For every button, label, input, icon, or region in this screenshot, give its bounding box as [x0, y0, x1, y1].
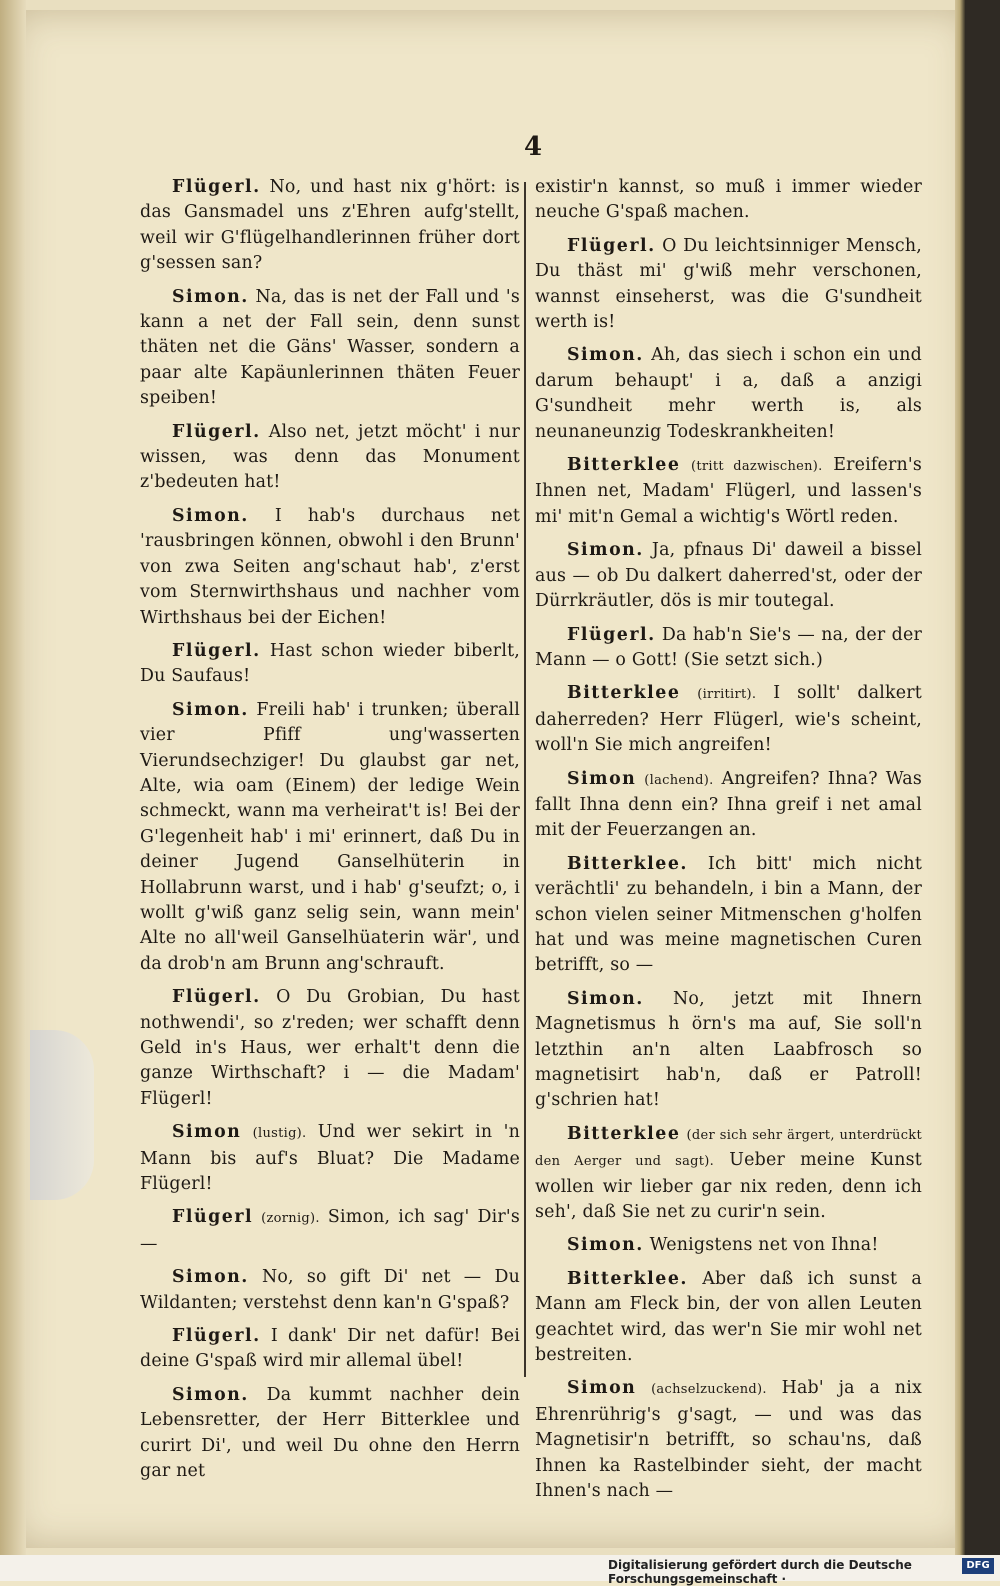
dialogue-text: No, so gift Di' net — Du Wildanten; verstehst denn kan'n G'spaß?	[140, 1267, 520, 1313]
stage-direction: (tritt dazwischen).	[690, 459, 823, 475]
dialogue-paragraph	[140, 1383, 520, 1485]
stage-direction: (zornig).	[261, 1211, 320, 1227]
speaker-name: Bitterklee.	[567, 1268, 688, 1289]
speaker-name: Simon	[172, 1122, 242, 1143]
dialogue-text: I dank' Dir net dafür! Bei deine G'spaß wird mir allemal übel!	[140, 1326, 520, 1372]
speaker-name: Bitterklee	[567, 1123, 681, 1144]
dialogue-text: Freili hab' i trunken; überall vier Pfiff ung'wasserten Vierundsechziger! Du glaubst gar net, Alte, wia oam (Einem) der ledige Wein schmeckt, wann ma verheirat't is! Bei der G'legenheit hab' i mi' erinnert, daß Du in deiner Jugend Ganselhüterin in Hollabrunn warst, und i hab' g'seufzt; o, i wollt g'wiß ganz selig sein, wann mein' Alte no all'weil Ganselhüaterin wär', und da drob'n am Brunn ang'schrauft.	[140, 699, 520, 974]
speaker-name: Simon	[567, 1378, 637, 1399]
dialogue-paragraph	[535, 1267, 922, 1369]
dialogue-text: Ah, das siech i schon ein und darum behaupt' i a, daß a anzigi G'sundheit mehr werth is, als neunaneunzig Todeskrankheiten!	[535, 345, 922, 442]
dialogue-paragraph	[535, 852, 922, 979]
dialogue-text: Also net, jetzt möcht' i nur wissen, was denn das Monument z'bedeuten hat!	[140, 421, 520, 493]
binding-dark-area	[965, 0, 1000, 1555]
dialogue-paragraph	[535, 1122, 922, 1226]
dialogue-paragraph	[535, 234, 922, 336]
dialogue-text: No, und hast nix g'hört: is das Gansmadel uns z'Ehren aufg'stellt, weil wir G'flügelhandlerinnen früher dort g'sessen san?	[140, 177, 520, 274]
dialogue-paragraph	[140, 1120, 520, 1197]
dialogue-text: Da kummt nachher dein Lebensretter, der Herr Bitterklee und curirt Di', und weil Du ohne den Herrn gar net	[140, 1384, 520, 1482]
speaker-name: Simon.	[172, 1384, 249, 1405]
stage-direction: (lachend).	[644, 772, 714, 788]
dialogue-paragraph	[140, 698, 520, 977]
speaker-name: Flügerl.	[172, 987, 261, 1008]
dialogue-paragraph	[535, 623, 922, 674]
speaker-name: Bitterklee	[567, 683, 681, 704]
speaker-name: Simon.	[172, 1267, 249, 1288]
speaker-name: Simon.	[172, 286, 249, 307]
funding-credit: Digitalisierung gefördert durch die Deutsche Forschungsgemeinschaft ·	[608, 1558, 912, 1586]
dialogue-text: Simon, ich sag' Dir's —	[140, 1207, 521, 1254]
stage-direction: (lustig).	[252, 1126, 307, 1142]
dialogue-text: I sollt' dalkert daherreden? Herr Flügerl, wie's scheint, woll'n Sie mich angreifen!	[535, 683, 922, 756]
speaker-name: Simon.	[567, 540, 644, 561]
speaker-name: Flügerl.	[567, 624, 656, 645]
dialogue-paragraph	[535, 1376, 922, 1504]
dialogue-text: O Du Grobian, Du hast nothwendi', so z'reden; wer schafft denn Geld in's Haus, wer erhalt't denn die ganze Wirthschaft? i — die Madam' Flügerl!	[140, 987, 520, 1109]
dialogue-text: Angreifen? Ihna? Was fallt Ihna denn ein? Ihna greif i net amal mit der Feuerzangen an.	[535, 768, 922, 841]
dialogue-paragraph	[140, 1324, 520, 1375]
dialogue-text: Na, das is net der Fall und 's kann a net der Fall sein, denn sunst thäten net die Gäns' Wasser, sondern a paar alte Kapäunlerinnen thäten Feuer speiben!	[140, 286, 520, 409]
speaker-name: Simon.	[172, 505, 249, 526]
dialogue-text: Und wer sekirt in 'n Mann bis auf's Bluat? Die Madame Flügerl!	[140, 1122, 520, 1195]
speaker-name: Flügerl.	[172, 640, 261, 661]
column-divider	[524, 182, 526, 1377]
dialogue-text: existir'n kannst, so muß i immer wieder neuche G'spaß machen.	[535, 177, 922, 223]
dialogue-text: Ja, pfnaus Di' daweil a bissel aus — ob Du dalkert daherred'st, oder der Dürrkräutler, dös is mir toutegal.	[535, 540, 923, 612]
speaker-name: Flügerl.	[172, 421, 261, 442]
right-text-column	[535, 175, 922, 1513]
speaker-name: Simon.	[172, 699, 249, 720]
dialogue-paragraph	[535, 453, 922, 530]
dialogue-text: I hab's durchaus net 'rausbringen können, obwohl i den Brunn' von zwa Seiten ang'schaut hab', z'erst vom Sternwirthshaus und nachher vom Wirthshaus bei der Eichen!	[140, 505, 521, 628]
dialogue-paragraph	[140, 420, 520, 496]
dialogue-paragraph	[535, 767, 922, 844]
page-gutter-shadow	[0, 0, 26, 1555]
dialogue-text: Aber daß ich sunst a Mann am Fleck bin, der von allen Leuten geachtet wird, das wer'n Sie mir wohl net bestreiten.	[535, 1268, 922, 1366]
dialogue-text: Ereifern's Ihnen net, Madam' Flügerl, und lassen's mi' mit'n Gemal a wichtig's Wörtl reden.	[535, 455, 922, 527]
dialogue-paragraph	[535, 175, 922, 226]
dialogue-text: Da hab'n Sie's — na, der der Mann — o Gott! (Sie setzt sich.)	[535, 624, 922, 670]
speaker-name: Flügerl.	[172, 1326, 261, 1347]
dialogue-paragraph	[140, 504, 520, 631]
page-edge	[955, 0, 965, 1555]
dialogue-paragraph	[140, 985, 520, 1112]
dialogue-text: No, jetzt mit Ihnern Magnetismus h örn's ma auf, Sie soll'n letzthin an'n alten Laabfrosch so magnetisirt hab'n, daß er Patroll! g'schrien hat!	[535, 988, 922, 1111]
dialogue-paragraph	[535, 538, 922, 614]
dialogue-paragraph	[140, 639, 520, 690]
left-text-column	[140, 175, 520, 1493]
stage-direction: (irritirt).	[697, 687, 757, 703]
dialogue-text: O Du leichtsinniger Mensch, Du thäst mi' g'wiß mehr verschonen, wannst einseherst, was die G'sundheit werth is!	[535, 235, 922, 333]
dialogue-text: Wenigstens net von Ihna!	[649, 1235, 879, 1256]
dialogue-paragraph	[140, 1265, 520, 1316]
page-number: 4	[523, 132, 543, 162]
dialogue-paragraph	[535, 681, 922, 758]
dialogue-text: Ich bitt' mich nicht verächtli' zu behandeln, i bin a Mann, der schon vielen seiner Mitmenschen g'holfen hat und was meine magnetischen Curen betrifft, so —	[535, 853, 923, 976]
dialogue-paragraph	[140, 285, 520, 412]
dialogue-paragraph	[140, 1205, 520, 1257]
dialogue-paragraph	[535, 343, 922, 445]
dialogue-paragraph	[140, 175, 520, 277]
dialogue-paragraph	[535, 987, 922, 1114]
speaker-name: Simon.	[567, 1235, 644, 1256]
speaker-name: Simon	[567, 768, 637, 789]
dialogue-text: Hab' ja a nix Ehrenrührig's g'sagt, — und was das Magnetisir'n betrifft, so schau'ns, daß Ihnen ka Rastelbinder sieht, der macht Ihnen's nach —	[535, 1378, 922, 1502]
stage-direction: (achselzuckend).	[651, 1382, 767, 1398]
speaker-name: Flügerl	[172, 1207, 254, 1228]
dialogue-paragraph	[535, 1233, 922, 1258]
dfg-logo: DFG	[962, 1558, 994, 1574]
speaker-name: Flügerl.	[567, 235, 656, 256]
speaker-name: Bitterklee	[567, 455, 681, 476]
scanner-clamp-shadow	[30, 1030, 94, 1200]
stage-direction: (der sich sehr ärgert, unterdrückt den Aerger und sagt).	[535, 1127, 923, 1170]
speaker-name: Simon.	[567, 345, 644, 366]
speaker-name: Bitterklee.	[567, 853, 688, 874]
dialogue-text: Hast schon wieder biberlt, Du Saufaus!	[140, 640, 520, 687]
dialogue-text: Ueber meine Kunst wollen wir lieber gar nix reden, denn ich seh', daß Sie net zu curir'n sein.	[535, 1150, 922, 1223]
speaker-name: Flügerl.	[172, 177, 261, 197]
speaker-name: Simon.	[567, 988, 644, 1009]
